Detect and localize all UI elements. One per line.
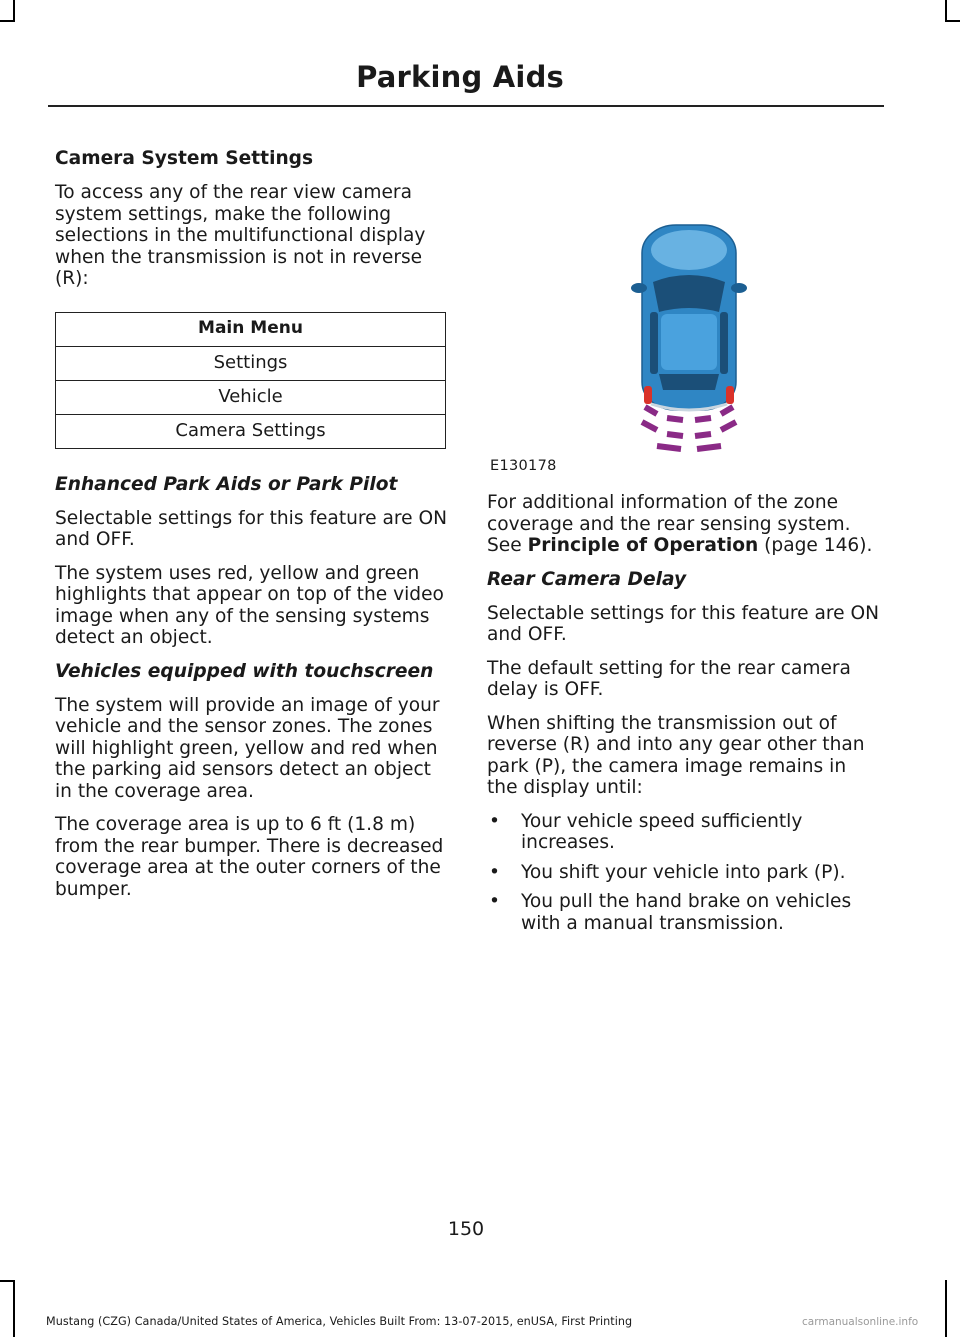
rear-camera-delay-heading: Rear Camera Delay: [487, 568, 687, 590]
paragraph: The default setting for the rear camera delay is OFF.: [487, 657, 851, 700]
crop-mark: [945, 0, 947, 22]
paragraph: The system uses red, yellow and green highlights that appear on top of the video image when any of the sensing systems detect an object.: [55, 562, 444, 648]
parking-sensor-illustration: [487, 210, 867, 480]
crop-mark: [945, 1280, 947, 1337]
list-item: [487, 862, 882, 884]
bullet-icon: •: [489, 861, 500, 883]
list-item-text: You shift your vehicle into park (P).: [521, 861, 846, 883]
page-reference: (page 146).: [758, 535, 873, 556]
car-top-view-icon: [487, 210, 867, 480]
list-item: [487, 891, 882, 934]
footer-text: Mustang (CZG) Canada/United States of America, Vehicles Built From: 13-07-2015, enUSA, First Printing: [46, 1315, 633, 1328]
enhanced-park-aids-heading: Enhanced Park Aids or Park Pilot: [55, 473, 398, 495]
crop-mark: [13, 0, 15, 22]
watermark: carmanualsonline.info: [802, 1316, 919, 1328]
crop-mark: [0, 1280, 15, 1282]
section-title: Camera System Settings: [55, 148, 314, 169]
menu-table-header: Main Menu: [56, 312, 446, 346]
paragraph: Selectable settings for this feature are ON and OFF.: [487, 602, 880, 645]
list-item: [487, 811, 882, 854]
page-number: 150: [447, 1218, 485, 1240]
crop-mark: [0, 20, 15, 22]
right-column: [487, 492, 882, 942]
paragraph: Selectable settings for this feature are ON and OFF.: [55, 507, 448, 550]
paragraph: The coverage area is up to 6 ft (1.8 m) from the rear bumper. There is decreased coverage area at the outer corners of the bumper.: [55, 814, 444, 900]
crop-mark: [13, 1280, 15, 1337]
bullet-list: [487, 811, 882, 935]
bullet-icon: •: [489, 891, 500, 912]
bullet-icon: •: [489, 810, 500, 832]
crop-mark: [945, 20, 960, 22]
page-title: Parking Aids: [356, 60, 564, 94]
info-text: For additional information of the zone coverage and the rear sensing system. See: [487, 492, 851, 556]
principle-of-operation-link[interactable]: Principle of Operation: [527, 535, 759, 556]
list-item-text: Your vehicle speed sufficiently increases.: [521, 810, 803, 853]
header-divider: [48, 105, 884, 107]
touchscreen-heading: Vehicles equipped with touchscreen: [55, 660, 434, 682]
figure-label: E130178: [490, 458, 557, 474]
menu-table-row: Vehicle: [56, 380, 446, 414]
info-paragraph: [487, 492, 882, 557]
intro-paragraph: To access any of the rear view camera system settings, make the following selections in the multifunctional display when the transmission is not in reverse (R):: [55, 182, 426, 289]
paragraph: When shifting the transmission out of reverse (R) and into any gear other than park (P), the camera image remains in the display until:: [487, 712, 865, 798]
left-column: [55, 148, 447, 912]
menu-table: [55, 312, 446, 449]
menu-table-row: Camera Settings: [56, 414, 446, 448]
list-item-text: You pull the hand brake on vehicles with a manual transmission.: [521, 891, 852, 934]
menu-table-row: Settings: [56, 346, 446, 380]
paragraph: The system will provide an image of your vehicle and the sensor zones. The zones will highlight green, yellow and red when the parking aid sensors detect an object in the coverage area.: [55, 694, 440, 802]
